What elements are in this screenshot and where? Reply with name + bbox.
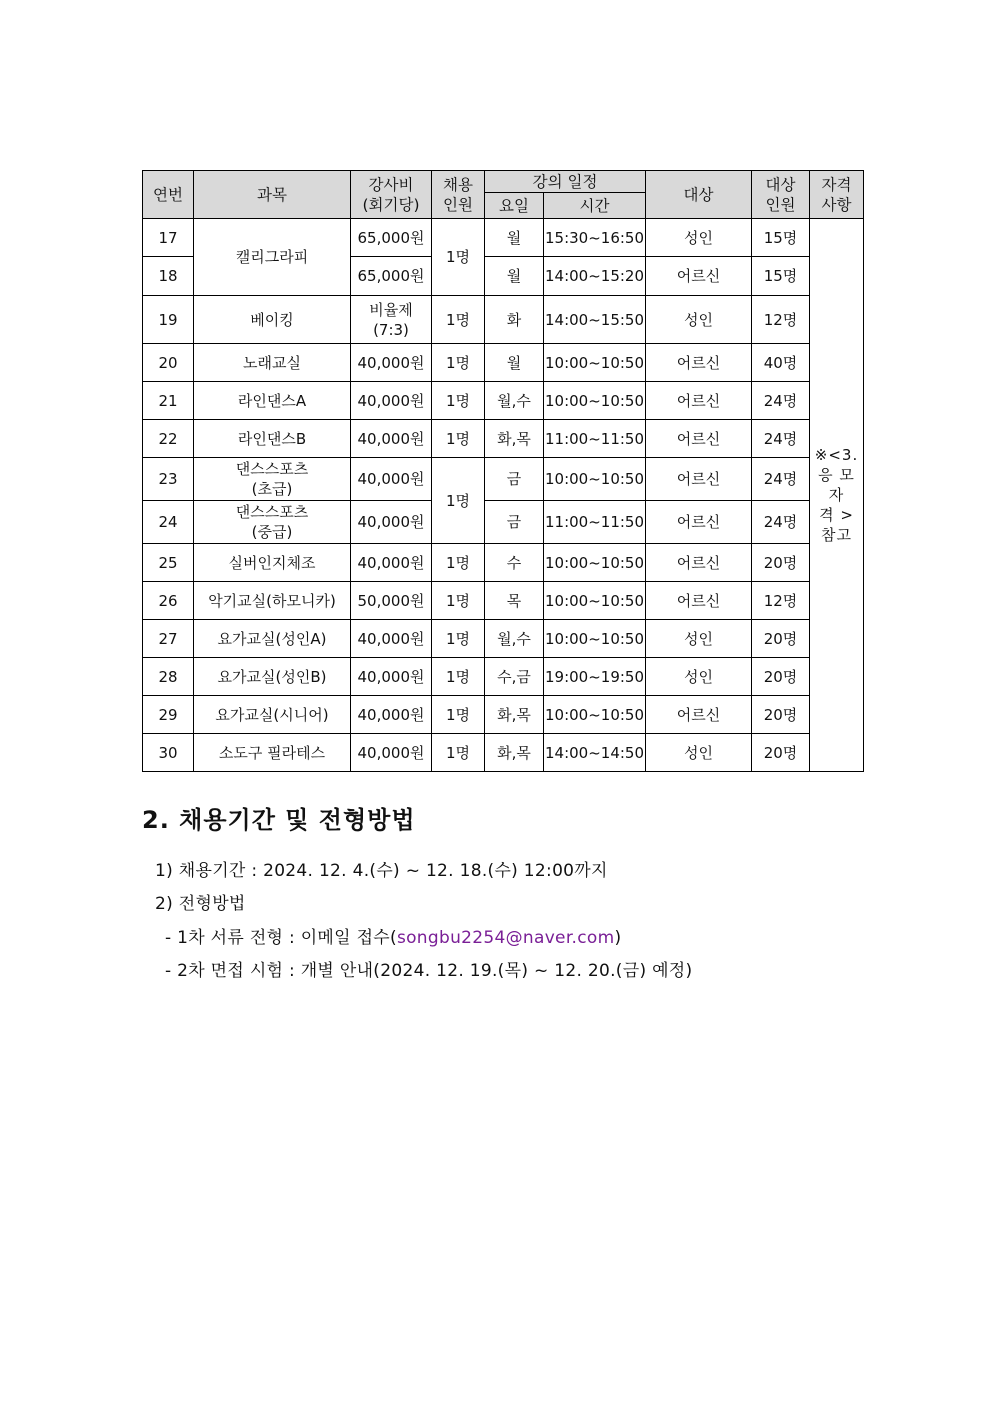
step1-suffix: ) <box>614 928 622 948</box>
cell-target: 어르신 <box>646 344 752 382</box>
header-schedule: 강의 일정 <box>485 171 646 193</box>
cell-fee: 40,000원 <box>351 620 432 658</box>
recruitment-period: 1) 채용기간 : 2024. 12. 4.(수) ~ 12. 18.(수) 12:00까지 <box>155 861 608 881</box>
cell-subject: 댄스스포츠 (초급) <box>194 458 351 501</box>
cell-hire: 1명 <box>432 458 485 544</box>
cell-day: 월,수 <box>485 382 544 420</box>
cell-fee: 40,000원 <box>351 658 432 696</box>
cell-time: 10:00~10:50 <box>544 344 646 382</box>
header-target: 대상 <box>646 171 752 219</box>
cell-no: 25 <box>143 544 194 582</box>
cell-subject: 라인댄스B <box>194 420 351 458</box>
cell-no: 26 <box>143 582 194 620</box>
cell-subject: 요가교실(성인B) <box>194 658 351 696</box>
cell-hire: 1명 <box>432 420 485 458</box>
cell-hire: 1명 <box>432 544 485 582</box>
table-row <box>143 458 864 501</box>
cell-subject: 라인댄스A <box>194 382 351 420</box>
cell-day: 목 <box>485 582 544 620</box>
cell-capacity: 20명 <box>752 620 810 658</box>
cell-no: 24 <box>143 501 194 544</box>
cell-time: 11:00~11:50 <box>544 501 646 544</box>
cell-hire: 1명 <box>432 344 485 382</box>
cell-hire: 1명 <box>432 658 485 696</box>
lecture-schedule-table <box>142 170 864 772</box>
cell-subject: 요가교실(성인A) <box>194 620 351 658</box>
cell-time: 10:00~10:50 <box>544 696 646 734</box>
cell-capacity: 20명 <box>752 544 810 582</box>
step-document-screening <box>165 923 621 948</box>
cell-time: 10:00~10:50 <box>544 544 646 582</box>
cell-hire: 1명 <box>432 296 485 344</box>
cell-capacity: 40명 <box>752 344 810 382</box>
cell-capacity: 15명 <box>752 257 810 296</box>
cell-subject: 악기교실(하모니카) <box>194 582 351 620</box>
cell-fee: 40,000원 <box>351 458 432 501</box>
selection-method-heading: 2) 전형방법 <box>155 894 246 914</box>
cell-target: 성인 <box>646 620 752 658</box>
table-row <box>143 382 864 420</box>
table-row <box>143 296 864 344</box>
cell-fee: 40,000원 <box>351 344 432 382</box>
cell-no: 30 <box>143 734 194 772</box>
table-row <box>143 734 864 772</box>
cell-time: 10:00~10:50 <box>544 582 646 620</box>
cell-time: 14:00~15:50 <box>544 296 646 344</box>
header-hire: 채용 인원 <box>432 171 485 219</box>
cell-day: 월 <box>485 219 544 257</box>
cell-time: 14:00~14:50 <box>544 734 646 772</box>
table-row <box>143 620 864 658</box>
qualification-note: ※<3. 응 모 자 격 > 참고 <box>810 219 864 772</box>
cell-subject: 댄스스포츠 (중급) <box>194 501 351 544</box>
cell-day: 월 <box>485 344 544 382</box>
section-title: 2. 채용기간 및 전형방법 <box>142 806 416 834</box>
email-link[interactable]: songbu2254@naver.com <box>396 928 615 948</box>
cell-no: 21 <box>143 382 194 420</box>
cell-no: 27 <box>143 620 194 658</box>
table-row <box>143 658 864 696</box>
table-header <box>143 171 864 219</box>
cell-target: 성인 <box>646 219 752 257</box>
cell-fee: 40,000원 <box>351 734 432 772</box>
cell-no: 23 <box>143 458 194 501</box>
cell-target: 성인 <box>646 296 752 344</box>
cell-no: 20 <box>143 344 194 382</box>
cell-target: 어르신 <box>646 582 752 620</box>
cell-capacity: 12명 <box>752 582 810 620</box>
cell-no: 28 <box>143 658 194 696</box>
cell-time: 10:00~10:50 <box>544 382 646 420</box>
cell-hire: 1명 <box>432 620 485 658</box>
step-interview: - 2차 면접 시험 : 개별 안내(2024. 12. 19.(목) ~ 12. 20.(금) 예정) <box>165 961 693 981</box>
table-row <box>143 544 864 582</box>
cell-day: 수 <box>485 544 544 582</box>
cell-no: 18 <box>143 257 194 296</box>
step1-text: - 1차 서류 전형 : 이메일 접수( <box>165 928 397 948</box>
cell-fee: 40,000원 <box>351 501 432 544</box>
cell-day: 금 <box>485 501 544 544</box>
cell-fee: 40,000원 <box>351 696 432 734</box>
cell-capacity: 24명 <box>752 420 810 458</box>
cell-day: 금 <box>485 458 544 501</box>
cell-day: 화,목 <box>485 696 544 734</box>
cell-target: 어르신 <box>646 696 752 734</box>
cell-subject: 실버인지체조 <box>194 544 351 582</box>
cell-no: 29 <box>143 696 194 734</box>
table-body <box>143 219 864 772</box>
cell-capacity: 24명 <box>752 382 810 420</box>
cell-capacity: 15명 <box>752 219 810 257</box>
cell-target: 어르신 <box>646 544 752 582</box>
cell-fee: 50,000원 <box>351 582 432 620</box>
cell-day: 화,목 <box>485 734 544 772</box>
cell-fee: 40,000원 <box>351 382 432 420</box>
table-row <box>143 420 864 458</box>
header-qualification: 자격 사항 <box>810 171 864 219</box>
cell-subject: 요가교실(시니어) <box>194 696 351 734</box>
cell-subject: 베이킹 <box>194 296 351 344</box>
cell-target: 어르신 <box>646 382 752 420</box>
cell-day: 수,금 <box>485 658 544 696</box>
cell-capacity: 24명 <box>752 501 810 544</box>
cell-subject: 소도구 필라테스 <box>194 734 351 772</box>
cell-day: 월,수 <box>485 620 544 658</box>
cell-target: 어르신 <box>646 420 752 458</box>
cell-time: 14:00~15:20 <box>544 257 646 296</box>
cell-day: 화,목 <box>485 420 544 458</box>
cell-target: 어르신 <box>646 257 752 296</box>
cell-no: 19 <box>143 296 194 344</box>
cell-no: 22 <box>143 420 194 458</box>
header-time: 시간 <box>544 193 646 219</box>
cell-capacity: 12명 <box>752 296 810 344</box>
cell-target: 성인 <box>646 658 752 696</box>
cell-fee: 65,000원 <box>351 219 432 257</box>
header-day: 요일 <box>485 193 544 219</box>
cell-hire: 1명 <box>432 219 485 296</box>
cell-target: 성인 <box>646 734 752 772</box>
cell-capacity: 24명 <box>752 458 810 501</box>
cell-capacity: 20명 <box>752 696 810 734</box>
cell-day: 월 <box>485 257 544 296</box>
cell-hire: 1명 <box>432 382 485 420</box>
header-fee: 강사비 (회기당) <box>351 171 432 219</box>
cell-subject: 캘리그라피 <box>194 219 351 296</box>
cell-fee: 40,000원 <box>351 420 432 458</box>
header-capacity: 대상 인원 <box>752 171 810 219</box>
cell-fee: 비율제 (7:3) <box>351 296 432 344</box>
cell-target: 어르신 <box>646 458 752 501</box>
cell-capacity: 20명 <box>752 658 810 696</box>
cell-target: 어르신 <box>646 501 752 544</box>
cell-day: 화 <box>485 296 544 344</box>
cell-capacity: 20명 <box>752 734 810 772</box>
cell-hire: 1명 <box>432 582 485 620</box>
table-row <box>143 344 864 382</box>
cell-time: 19:00~19:50 <box>544 658 646 696</box>
header-no: 연번 <box>143 171 194 219</box>
cell-time: 10:00~10:50 <box>544 458 646 501</box>
cell-time: 11:00~11:50 <box>544 420 646 458</box>
cell-hire: 1명 <box>432 734 485 772</box>
cell-fee: 40,000원 <box>351 544 432 582</box>
cell-subject: 노래교실 <box>194 344 351 382</box>
table-row <box>143 219 864 257</box>
cell-fee: 65,000원 <box>351 257 432 296</box>
cell-hire: 1명 <box>432 696 485 734</box>
table-row <box>143 582 864 620</box>
header-subject: 과목 <box>194 171 351 219</box>
cell-time: 10:00~10:50 <box>544 620 646 658</box>
table-row <box>143 696 864 734</box>
cell-time: 15:30~16:50 <box>544 219 646 257</box>
cell-no: 17 <box>143 219 194 257</box>
table-row <box>143 501 864 544</box>
